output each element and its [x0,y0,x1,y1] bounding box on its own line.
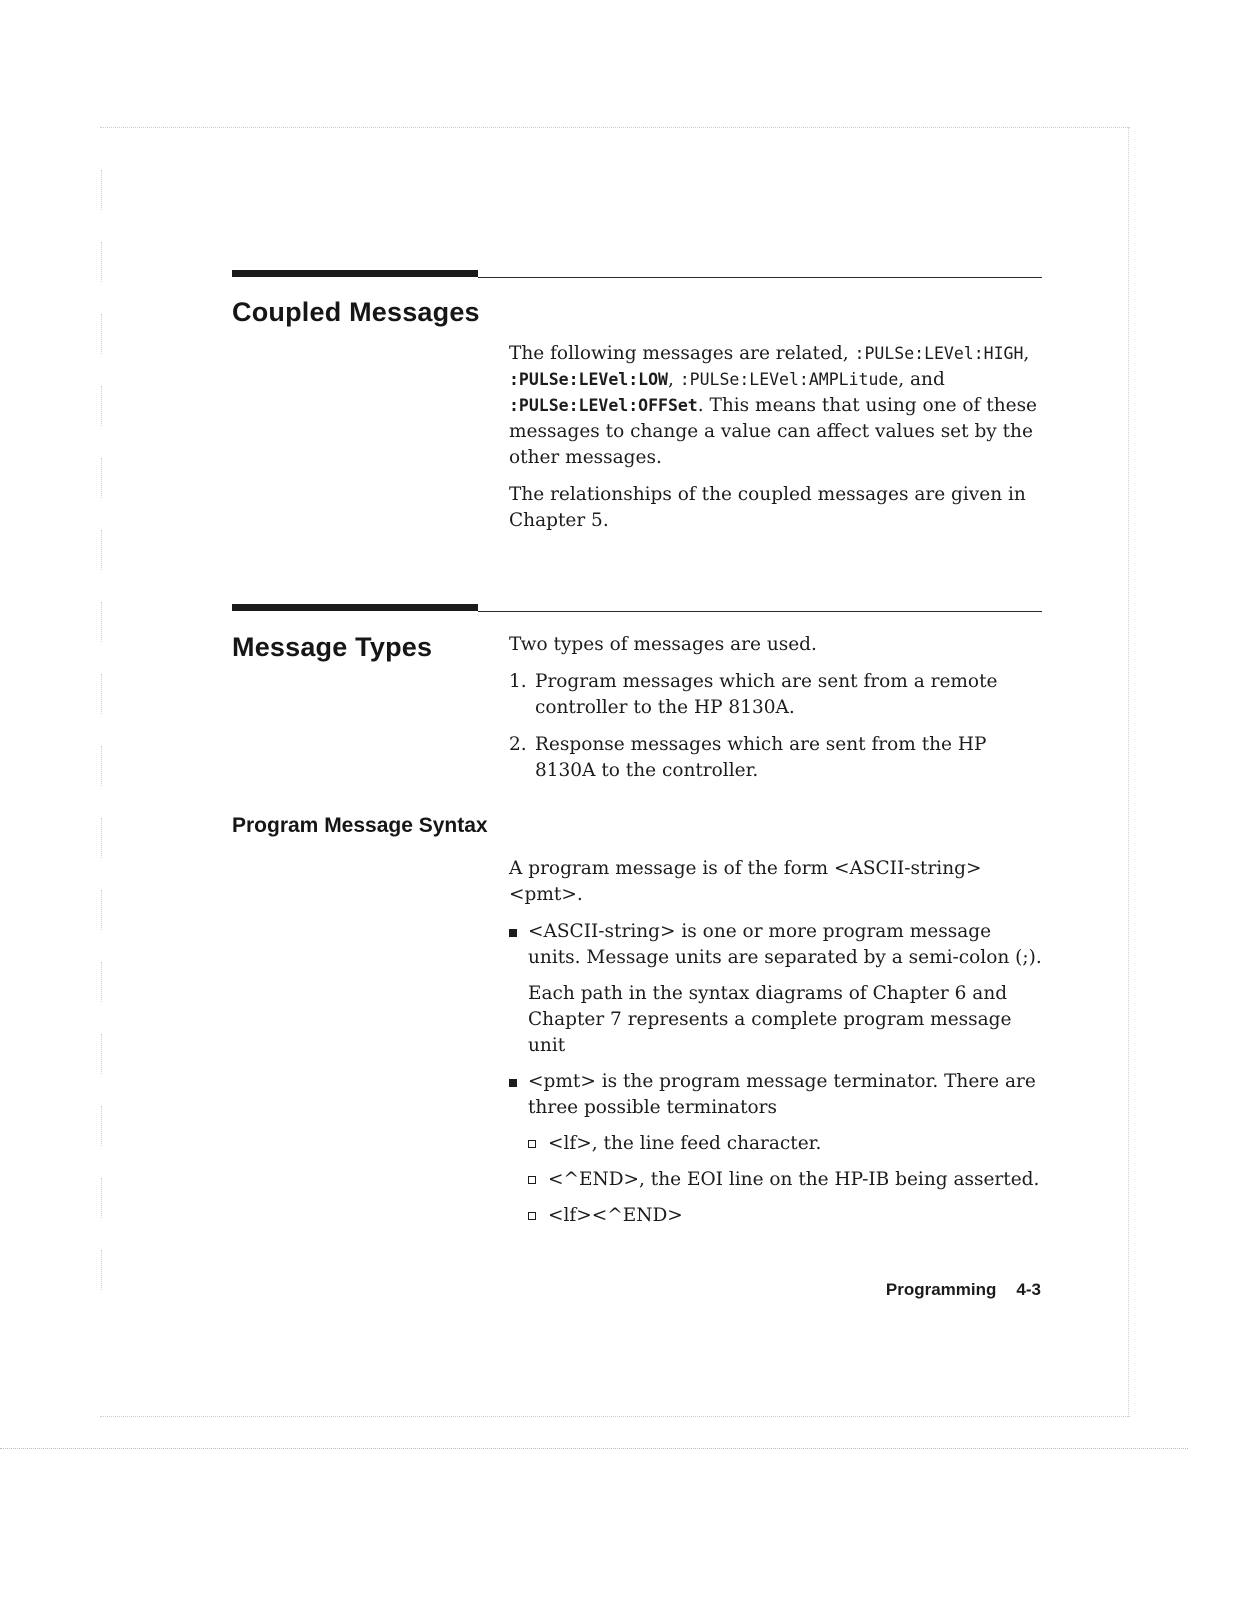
list-item: <pmt> is the program message terminator. There are three possible terminators [509,1069,1049,1121]
page-frame-right [1128,127,1129,1417]
list-item: <lf>, the line feed character. [528,1131,1049,1157]
list-item: <ASCII-string> is one or more program message units. Message units are separated by a semi-colon (;). [509,919,1049,971]
binding-marks [90,170,102,1370]
section-title-coupled-messages: Coupled Messages [232,297,480,327]
terminator-list [528,1131,1049,1229]
bullet-icon [509,1079,517,1087]
command-pulse-level-amplitude: :PULSe:LEVel:AMPLitude [679,370,899,389]
scan-edge [0,1448,1188,1449]
hollow-bullet-icon [528,1176,536,1184]
message-types-body [509,632,1049,795]
list-item: 2. Response messages which are sent from the HP 8130A to the controller. [509,734,987,781]
command-pulse-level-low: :PULSe:LEVel:LOW [509,370,668,389]
coupled-messages-body [509,341,1049,545]
footer-chapter: Programming [885,1280,997,1299]
section-rule [232,604,1042,612]
syntax-bullet-list [509,919,1049,1121]
section-title-message-types: Message Types [232,632,433,662]
page-frame-top [100,127,1130,128]
hollow-bullet-icon [528,1140,536,1148]
list-item: <^END>, the EOI line on the HP-IB being asserted. [528,1167,1049,1193]
page-number: 4-3 [1016,1280,1041,1299]
program-message-intro: A program message is of the form <ASCII-string><pmt>. [509,858,982,905]
program-message-syntax-body [509,856,1049,1239]
coupled-messages-paragraph: The following messages are related, :PULSe:LEVel:HIGH, :PULSe:LEVel:LOW, :PULSe:LEVel:AMPLitude, and :PULSe:LEVel:OFFSet. This means that using one of these messages to change a value can affect values set by the other messages. [509,343,1038,468]
bullet-continuation: Each path in the syntax diagrams of Chapter 6 and Chapter 7 represents a complete program message unit [528,983,1012,1056]
message-types-intro: Two types of messages are used. [509,634,817,655]
command-pulse-level-offset: :PULSe:LEVel:OFFSet [509,396,698,415]
bullet-icon [509,929,517,937]
page-frame-bottom [100,1416,1130,1417]
list-item: 1. Program messages which are sent from a remote controller to the HP 8130A. [509,671,998,718]
subsection-title-program-message-syntax: Program Message Syntax [232,814,488,837]
command-pulse-level-high: :PULSe:LEVel:HIGH [854,344,1024,363]
page-footer [886,1280,1041,1300]
section-rule [232,270,1042,278]
list-item: <lf><^END> [528,1203,1049,1229]
message-types-list [509,669,1049,784]
hollow-bullet-icon [528,1212,536,1220]
coupled-messages-reference: The relationships of the coupled messages are given in Chapter 5. [509,484,1026,531]
